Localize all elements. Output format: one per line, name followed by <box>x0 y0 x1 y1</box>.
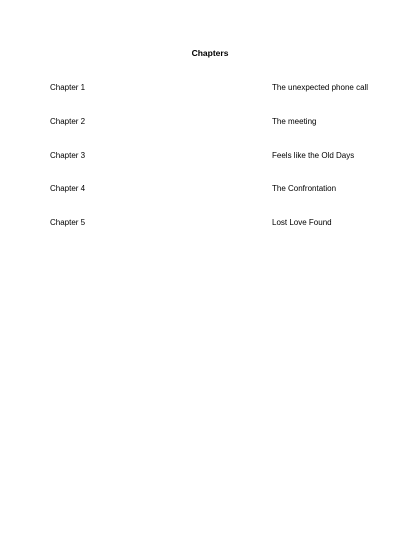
chapter-row-3 <box>0 150 420 162</box>
chapter-row-5 <box>0 217 420 229</box>
chapter-title: Feels like the Old Days <box>272 151 355 160</box>
chapter-number: Chapter 5 <box>50 218 86 227</box>
chapter-number: Chapter 2 <box>50 117 86 126</box>
chapter-title: The unexpected phone call <box>272 83 369 92</box>
chapter-title: The meeting <box>272 117 317 126</box>
chapter-title: Lost Love Found <box>272 218 332 227</box>
chapter-row-2 <box>0 116 420 128</box>
chapter-row-1 <box>0 82 420 94</box>
chapter-number: Chapter 3 <box>50 151 86 160</box>
chapter-number: Chapter 1 <box>50 83 86 92</box>
chapter-number: Chapter 4 <box>50 184 86 193</box>
chapter-title: The Confrontation <box>272 184 337 193</box>
chapter-row-4 <box>0 183 420 195</box>
page-title: Chapters <box>191 48 229 58</box>
